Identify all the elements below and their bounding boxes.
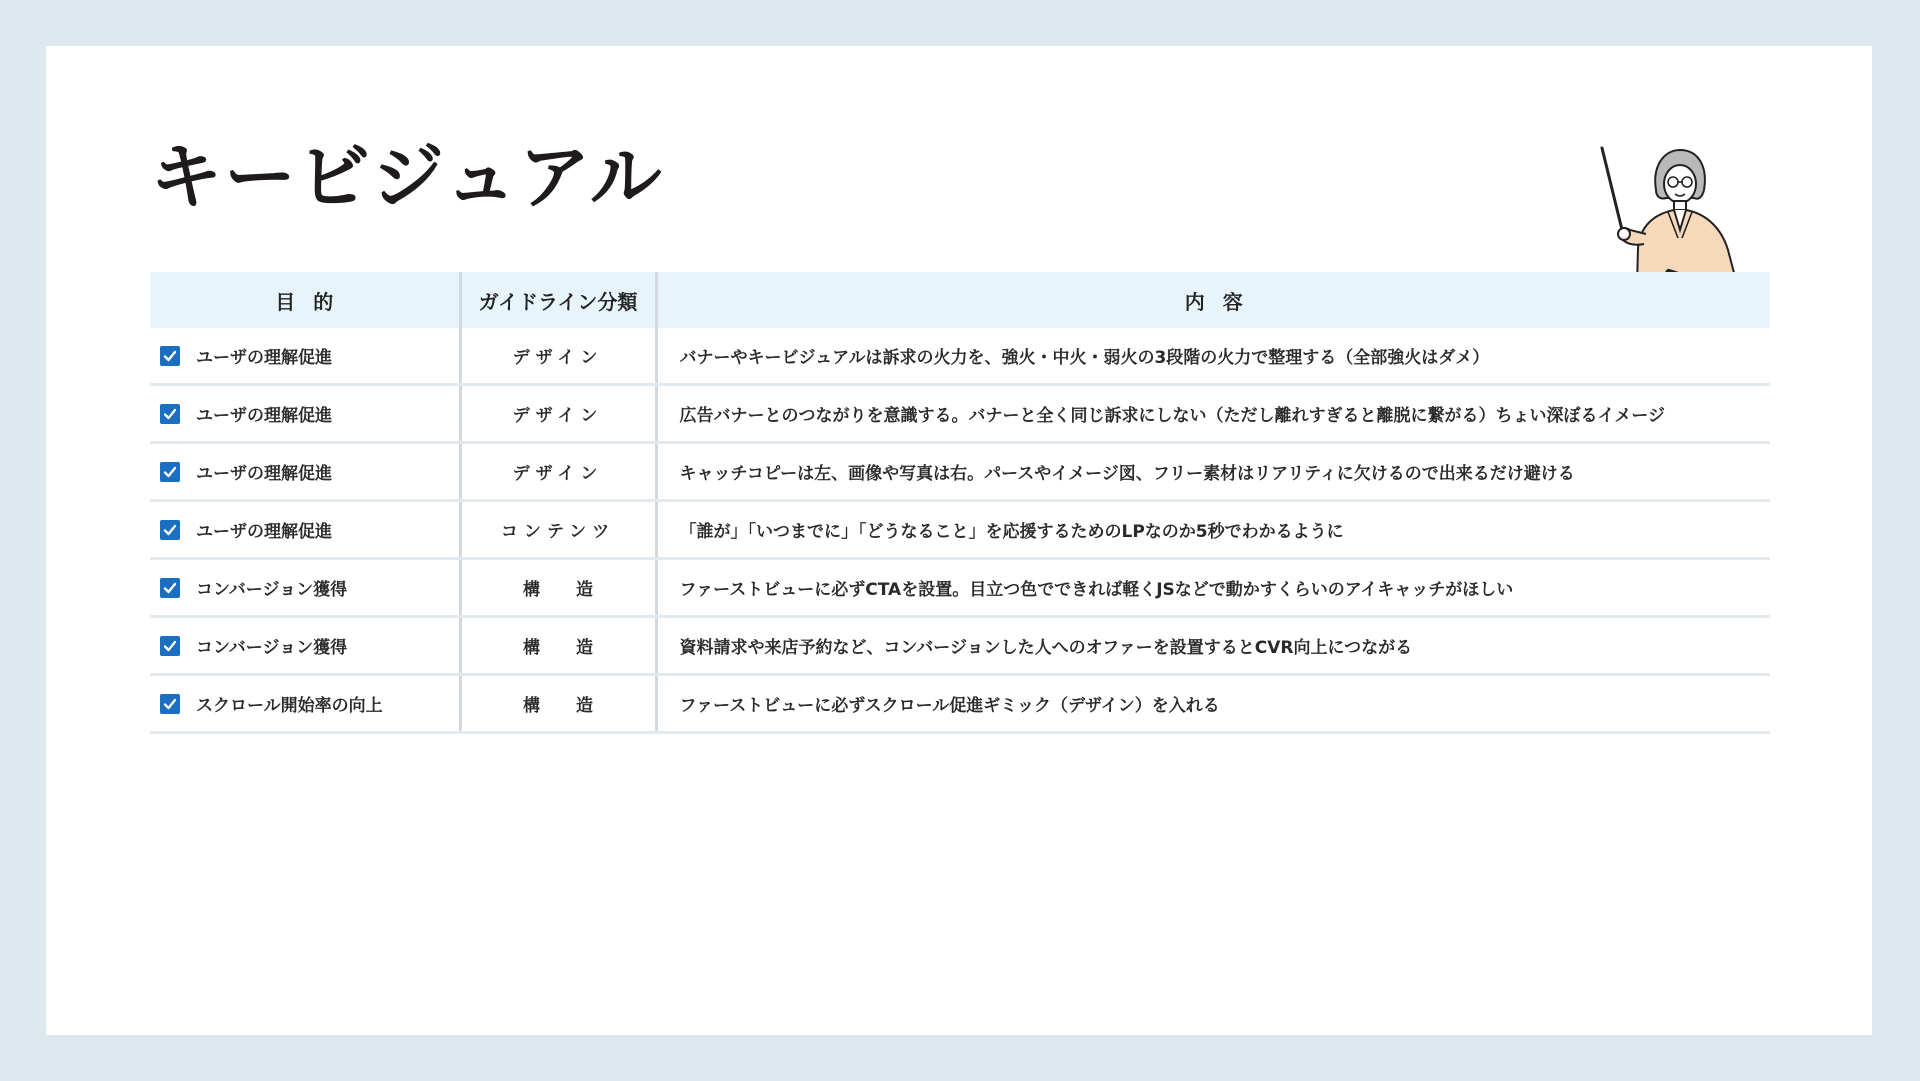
- checkbox-checked-icon[interactable]: [160, 636, 180, 656]
- purpose-label: ユーザの理解促進: [196, 464, 332, 484]
- checkbox-checked-icon[interactable]: [160, 346, 180, 366]
- purpose-wrap: [160, 343, 459, 368]
- header-category: ガイドライン分類: [460, 272, 656, 328]
- table-row: [150, 501, 1770, 559]
- checkbox-checked-icon[interactable]: [160, 462, 180, 482]
- category-cell: 構造: [460, 675, 656, 733]
- purpose-label: スクロール開始率の向上: [196, 696, 383, 716]
- checkbox-checked-icon[interactable]: [160, 578, 180, 598]
- slide: [46, 46, 1872, 1035]
- category-cell: デザイン: [460, 385, 656, 443]
- purpose-cell: [150, 328, 460, 385]
- table-header-row: [150, 272, 1770, 328]
- content-cell: 資料請求や来店予約など、コンバージョンした人へのオファーを設置するとCVR向上につながる: [656, 617, 1770, 675]
- purpose-wrap: [160, 401, 459, 426]
- table-row: [150, 559, 1770, 617]
- content-cell: ファーストビューに必ずCTAを設置。目立つ色でできれば軽くJSなどで動かすくらいのアイキャッチがほしい: [656, 559, 1770, 617]
- purpose-wrap: [160, 459, 459, 484]
- content-cell: キャッチコピーは左、画像や写真は右。パースやイメージ図、フリー素材はリアリティに欠けるので出来るだけ避ける: [656, 443, 1770, 501]
- checkbox-checked-icon[interactable]: [160, 404, 180, 424]
- content-cell: 「誰が」「いつまでに」「どうなること」を応援するためのLPなのか5秒でわかるように: [656, 501, 1770, 559]
- checkbox-checked-icon[interactable]: [160, 520, 180, 540]
- table-row: [150, 675, 1770, 733]
- table-row: [150, 443, 1770, 501]
- purpose-label: ユーザの理解促進: [196, 348, 332, 368]
- header-content: 内容: [656, 272, 1770, 328]
- category-cell: 構造: [460, 617, 656, 675]
- purpose-label: コンバージョン獲得: [196, 580, 348, 600]
- purpose-wrap: [160, 691, 459, 716]
- purpose-cell: [150, 443, 460, 501]
- table-row: [150, 328, 1770, 385]
- header-purpose: 目的: [150, 272, 460, 328]
- category-cell: 構造: [460, 559, 656, 617]
- purpose-wrap: [160, 633, 459, 658]
- category-cell: デザイン: [460, 443, 656, 501]
- checkbox-checked-icon[interactable]: [160, 694, 180, 714]
- guideline-table: [150, 272, 1770, 734]
- purpose-label: ユーザの理解促進: [196, 406, 332, 426]
- purpose-label: コンバージョン獲得: [196, 638, 348, 658]
- content-cell: ファーストビューに必ずスクロール促進ギミック（デザイン）を入れる: [656, 675, 1770, 733]
- purpose-cell: [150, 617, 460, 675]
- category-cell: デザイン: [460, 328, 656, 385]
- content-cell: バナーやキービジュアルは訴求の火力を、強火・中火・弱火の3段階の火力で整理する（全部強火はダメ）: [656, 328, 1770, 385]
- category-cell: コンテンツ: [460, 501, 656, 559]
- table-row: [150, 385, 1770, 443]
- purpose-cell: [150, 559, 460, 617]
- purpose-cell: [150, 675, 460, 733]
- purpose-wrap: [160, 575, 459, 600]
- content-cell: 広告バナーとのつながりを意識する。バナーと全く同じ訴求にしない（ただし離れすぎると離脱に繋がる）ちょい深ぼるイメージ: [656, 385, 1770, 443]
- purpose-label: ユーザの理解促進: [196, 522, 332, 542]
- purpose-wrap: [160, 517, 459, 542]
- table-body: [150, 328, 1770, 733]
- table-row: [150, 617, 1770, 675]
- purpose-cell: [150, 501, 460, 559]
- page-title: キービジュアル: [150, 135, 664, 219]
- purpose-cell: [150, 385, 460, 443]
